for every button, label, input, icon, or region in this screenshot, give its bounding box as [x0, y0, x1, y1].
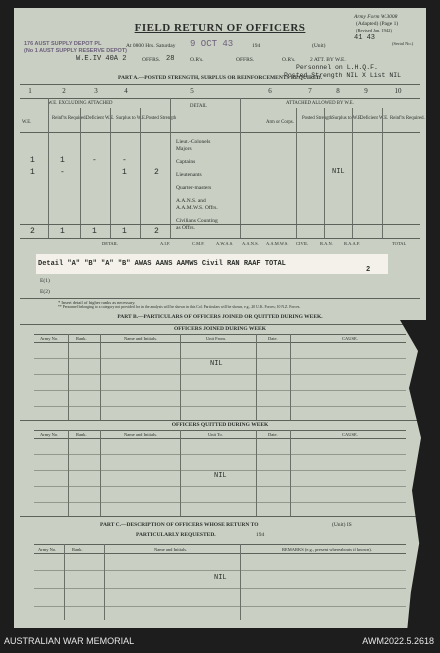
quitted-col-date: Date. [268, 432, 278, 437]
unit-stamp-line-1: 176 AUST SUPPLY DEPOT PL [24, 41, 102, 47]
grid-line [140, 108, 141, 238]
divider [34, 334, 406, 335]
grid-line [48, 98, 49, 238]
grid-line [68, 430, 69, 516]
revised-label: (Revised Jan. 1942) [356, 28, 392, 33]
divider [20, 84, 420, 85]
rank-captains: Captains [176, 159, 196, 165]
form-title: FIELD RETURN OF OFFICERS [134, 22, 306, 34]
quitted-col-unitto: Unit To. [208, 432, 223, 437]
rank-majors: Majors [176, 146, 192, 152]
detail-col-label: DETAIL [102, 241, 118, 246]
grid-line [256, 430, 257, 516]
grid-line [296, 108, 297, 238]
divider [34, 544, 406, 545]
divider [34, 430, 406, 431]
divider [34, 553, 406, 554]
army-form-number: Army Form W.3008 [354, 14, 398, 20]
col-number-6: 6 [268, 87, 272, 95]
col-number-1: 1 [28, 87, 32, 95]
row-line [34, 606, 406, 607]
grid-line [104, 544, 105, 620]
right-header-3: Deficient W.E. [360, 116, 389, 121]
left-header-1: Reinf'ts Required. [52, 116, 87, 121]
part-c-heading: PART C.—DESCRIPTION OF OFFICERS WHOSE RETURN TO [100, 522, 259, 528]
joined-heading: OFFICERS JOINED DURING WEEK [173, 326, 267, 332]
left-header-3: Surplus to W.E. [116, 116, 147, 121]
right-header-4: Reinf'ts Required. [390, 116, 425, 121]
col-number-10: 10 [394, 87, 402, 95]
total-col-label: TOTAL [392, 241, 407, 246]
quitted-col-cause: CAUSE. [342, 432, 358, 437]
row2-col2: - [60, 168, 65, 177]
raaf-col-label: R.A.A.F. [344, 241, 361, 246]
offrs-value: 28 [166, 55, 175, 63]
unit-stamp-line-2: (No 1 AUST SUPPLY RESERVE DEPOT) [24, 48, 127, 54]
grid-line [100, 430, 101, 516]
row-line [34, 486, 406, 487]
grid-line [80, 108, 81, 238]
row2-col4: 1 [122, 168, 127, 177]
offrs-label: OFFRS. [142, 57, 161, 63]
we-excluding-header: W.E. EXCLUDING ATTACHED [48, 101, 113, 106]
row1-col3: - [92, 156, 97, 165]
rank-aans: A.A.N.S. and [176, 198, 206, 204]
grid-line [290, 334, 291, 420]
partc-col-armyno: Army No. [38, 547, 57, 552]
aans-col-label: A.A.N.S. [242, 241, 259, 246]
left-header-4: Posted Strength [146, 116, 177, 121]
arm-corps-header: Arm or Corps. [266, 120, 294, 125]
cmf-col-label: C.M.F. [192, 241, 205, 246]
grid-line [352, 108, 353, 238]
col-number-7: 7 [308, 87, 312, 95]
row1-we: 1 [30, 156, 35, 165]
joined-col-unitfrom: Unit From. [206, 336, 227, 341]
part-c-unit: (Unit) IS [332, 522, 352, 528]
grid-line [290, 430, 291, 516]
total-col3: 1 [92, 227, 97, 236]
divider [20, 298, 420, 299]
grid-line [170, 98, 171, 238]
right-header-1: Posted Strength [302, 116, 333, 121]
rank-list [176, 139, 218, 232]
civil-col-label: CIVIL [296, 241, 308, 246]
partc-col-rank: Rank. [72, 547, 83, 552]
joined-col-cause: CAUSE. [342, 336, 358, 341]
rank-qm: Quarter-masters [176, 185, 212, 191]
awas-col-label: A.W.A.S. [216, 241, 234, 246]
row2-we: 1 [30, 168, 35, 177]
row-line [34, 588, 406, 589]
we-col-header: W.E. [22, 120, 32, 125]
total-col5: 2 [154, 227, 159, 236]
part-b-heading: PART B.—PARTICULARS OF OFFICERS JOINED OR QUITTED DURING WEEK. [117, 314, 323, 320]
offrs-label-2: OFFRS. [236, 57, 255, 63]
serial-values: 41 43 [354, 34, 376, 42]
adapted-label: (Adapted) (Page 1) [356, 21, 399, 27]
partc-nil: NIL [214, 574, 227, 582]
grid-line [110, 108, 111, 238]
footnote-2: ** Personnel belonging to a category not provided for in the analysis will be shown in this Col. Particulars will be shown, e.g., 20 U.K. Forces; 10 N.Z. Forces. [58, 305, 301, 309]
att-label: 2 ATT. BY W.E. [310, 57, 346, 63]
at-hours-label: At 0800 Hrs. Saturday [126, 43, 176, 49]
row2-col5: 2 [154, 168, 159, 177]
ran-col-label: R.A.N. [320, 241, 333, 246]
divider [20, 238, 420, 239]
row-line [34, 406, 406, 407]
quitted-col-name: Name and Initials. [124, 432, 158, 437]
grid-line [240, 544, 241, 620]
quitted-heading: OFFICERS QUITTED DURING WEEK [171, 422, 269, 428]
aif-col-label: A.I.F. [160, 241, 171, 246]
grid-line [64, 544, 65, 620]
personnel-note: Personnel on L.H.Q.F. [296, 64, 378, 71]
total-col2: 1 [60, 227, 65, 236]
typed-detail-line: Detail "A" "B" "A" "B" AWAS AANS AAMWS Civil RAN RAAF TOTAL [38, 260, 286, 268]
joined-col-armyno: Army No. [40, 336, 59, 341]
footer-accession-number: AWM2022.5.2618 [362, 636, 434, 646]
grid-line [382, 108, 383, 238]
part-a-heading: PART A.—POSTED STRENGTH, SURPLUS OR REINFORCEMENTS REQUIRED. [118, 75, 322, 81]
e2-label: E(2) [40, 289, 50, 295]
joined-col-name: Name and Initials. [124, 336, 158, 341]
joined-nil: NIL [210, 360, 223, 368]
row-line [34, 470, 406, 471]
e1-label: E(1) [40, 278, 50, 284]
grid-line [100, 334, 101, 420]
joined-col-date: Date. [268, 336, 278, 341]
aamws-col-label: A.A.M.W.S. [266, 241, 289, 246]
col-number-5: 5 [190, 87, 194, 95]
row-line [34, 454, 406, 455]
form-sheet [14, 8, 426, 628]
grid-line [324, 108, 325, 238]
footnote-1: * Insert detail of higher ranks as necessary. [58, 300, 136, 305]
unit-label: (Unit) [312, 43, 326, 49]
grid-line [180, 430, 181, 516]
year-label: 194 [252, 43, 261, 49]
posted-note: Posted Strength NIL X List NIL [284, 72, 402, 79]
row-line [34, 502, 406, 503]
detail-header: DETAIL [190, 104, 207, 109]
serial-label: (Serial No.) [392, 41, 414, 46]
quitted-nil: NIL [214, 472, 227, 480]
divider [20, 224, 420, 225]
total-col4: 1 [122, 227, 127, 236]
rank-aamws: A.A.M.W.S. Offrs. [176, 205, 218, 211]
right-header-2: Surplus to W.E. [332, 116, 363, 121]
divider [20, 516, 420, 517]
quitted-col-rank: Rank. [76, 432, 87, 437]
left-header-2: Deficient W.E. [86, 116, 115, 121]
row1-col4: - [122, 156, 127, 165]
partc-col-remarks: REMARKS (e.g., present whereabouts if known). [282, 547, 372, 552]
divider [20, 98, 420, 99]
quitted-col-armyno: Army No. [40, 432, 59, 437]
ors-label: O.R's. [190, 57, 204, 63]
attached-allowed-header: ATTACHED ALLOWED BY W.E. [286, 101, 354, 106]
col-number-2: 2 [62, 87, 66, 95]
rank-lieutenants: Lieutenants [176, 172, 202, 178]
divider [20, 324, 420, 325]
joined-col-rank: Rank. [76, 336, 87, 341]
we-line: W.E.IV 40A 2 [76, 55, 127, 63]
ors-label-2: O.R's. [282, 57, 296, 63]
divider [34, 438, 406, 439]
part-c-year: 194 [256, 532, 265, 538]
footer-institution: AUSTRALIAN WAR MEMORIAL [4, 636, 135, 646]
col-number-9: 9 [364, 87, 368, 95]
rank-civilians: Civilians Counting [176, 218, 218, 224]
attached-nil: NIL [332, 168, 345, 176]
typed-detail-strip [36, 254, 388, 274]
col-number-3: 3 [94, 87, 98, 95]
divider [34, 342, 406, 343]
rank-civilians-2: as Offrs. [176, 225, 195, 231]
row-line [34, 358, 406, 359]
grid-line [180, 334, 181, 420]
row-line [34, 570, 406, 571]
date-stamp: 9 OCT 43 [190, 39, 234, 49]
col-number-8: 8 [336, 87, 340, 95]
grid-line [68, 334, 69, 420]
row1-col2: 1 [60, 156, 65, 165]
grid-line [240, 98, 241, 238]
col-number-4: 4 [124, 87, 128, 95]
grid-line [256, 334, 257, 420]
row-line [34, 374, 406, 375]
divider [20, 420, 420, 421]
part-c-heading-2: PARTICULARLY REQUESTED. [136, 532, 216, 538]
row-line [34, 390, 406, 391]
typed-total-value: 2 [366, 266, 371, 274]
total-we: 2 [30, 227, 35, 236]
rank-lt-col: Lieut.-Colonels [176, 139, 211, 145]
partc-col-name: Name and Initials. [154, 547, 188, 552]
